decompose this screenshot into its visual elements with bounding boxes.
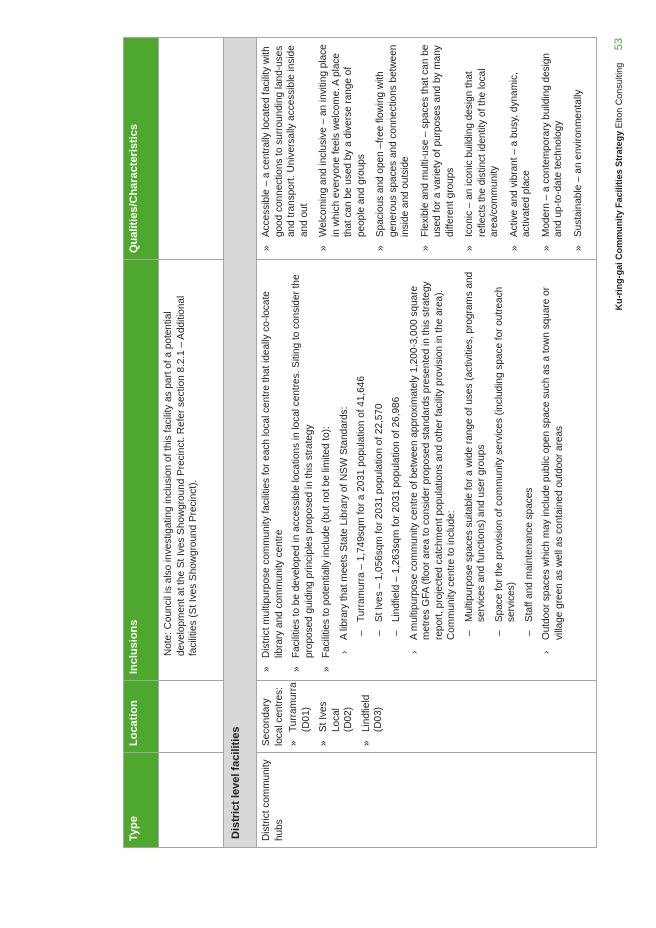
list-item (494, 266, 519, 640)
inclusion-text: Facilities to be developed in accessible locations in local centres. Siting to consider the proposed guiding principles proposed in this strategy (291, 274, 315, 658)
community-centre-item: Multipurpose spaces suitable for a wide range of uses (activities, programs and services and functions) and user groups (463, 271, 487, 622)
chevron-icon: » (360, 740, 372, 746)
inclusion-text: Facilities to potentially include (but not be limited to): (321, 426, 332, 658)
library-item: Lindfield – 1,263sqm for 2031 population of 26,986 (391, 396, 402, 622)
footer-document-title: Ku-ring-gai Community Facilities Strategy (614, 130, 624, 311)
list-item (524, 266, 537, 640)
table-row (257, 38, 597, 848)
quality-text: Welcoming and inclusive – an inviting place in which everyone feels welcome. A place that can be used by a diverse range of people and groups (318, 44, 367, 237)
header-location: Location (124, 681, 159, 753)
list-item (261, 266, 286, 674)
chevron-icon: » (419, 245, 431, 251)
chevron-icon: » (464, 245, 475, 251)
dash-icon: – (493, 630, 505, 636)
chevron-icon: » (540, 245, 552, 251)
community-centre-item: Staff and maintenance spaces (523, 487, 535, 622)
location-item (318, 687, 356, 746)
dash-icon: – (463, 630, 475, 636)
quality-text: Iconic – an iconic building design that reflects the distinct identity of the local area/community (464, 68, 500, 237)
library-text: A library that meets State Library of NSW Standards: (338, 406, 350, 640)
inclusions-list (261, 266, 566, 674)
qualities-cell (257, 38, 597, 260)
list-item (318, 44, 368, 253)
quality-text: Sustainable – an environmentally (572, 89, 584, 237)
chevron-icon: » (318, 245, 329, 251)
quality-text: Modern – a contemporary building design and up-to-date technology (540, 53, 564, 237)
footer-author: Elton Consulting (614, 62, 624, 129)
chevron-icon: » (375, 245, 386, 251)
note-location-cell (159, 681, 224, 753)
chevron-icon: » (288, 740, 299, 746)
list-item (409, 266, 537, 658)
location-list (288, 682, 386, 746)
library-item: Turramurra – 1,749sqm for a 2031 population of 41,646 (356, 376, 367, 622)
section-row (224, 38, 257, 848)
list-item (420, 44, 458, 253)
chevron-icon: » (572, 245, 584, 251)
arrow-icon: › (338, 650, 350, 654)
community-centre-item: Space for the provision of community services (including space for outreach services) (493, 286, 517, 622)
library-item: St Ives – 1,056sqm for 2031 population of 22,570 (373, 403, 385, 622)
note-inclusions-cell (159, 260, 224, 681)
chevron-icon: » (291, 666, 302, 672)
chevron-icon: » (318, 740, 329, 746)
rotated-page (123, 38, 625, 848)
qualities-list (261, 44, 585, 253)
outdoor-text: Outdoor spaces which may include public open space such as a town square or village green as well as contained outdoor areas (541, 287, 565, 640)
location-cell (257, 681, 597, 753)
page-number: 53 (613, 38, 625, 51)
chevron-icon: » (261, 245, 272, 251)
header-qualities: Qualities/Characteristics (124, 38, 159, 260)
facilities-table (123, 37, 597, 848)
list-item (339, 266, 404, 658)
chevron-icon: » (261, 666, 272, 672)
list-item (374, 266, 387, 640)
location-item (288, 682, 313, 746)
chevron-icon: » (508, 245, 520, 251)
quality-text: Flexible and multi-use – spaces that can be used for a variety of purposes and by many different groups (419, 44, 456, 237)
note-type-cell (159, 753, 224, 848)
list-item (356, 266, 369, 640)
location-label: St Ives Local (D02) (318, 701, 354, 732)
location-title: Secondary local centres: (261, 687, 285, 746)
list-item (375, 44, 413, 253)
list-item (464, 266, 489, 640)
type-cell (257, 753, 597, 848)
table-header-row (124, 38, 159, 848)
inclusion-text: District multipurpose community facilities for each local centre that ideally co-locate library and community centre (261, 291, 285, 658)
note-row (159, 38, 224, 848)
location-item (361, 687, 386, 746)
quality-text: Spacious and open –free flowing with generous spaces and connections between inside and outside (375, 44, 411, 237)
location-label: Turramurra (D01) (288, 682, 312, 732)
list-item (541, 266, 566, 658)
page-footer (613, 38, 625, 328)
list-item (541, 44, 566, 253)
header-inclusions: Inclusions (124, 260, 159, 681)
section-title: District level facilities (224, 38, 257, 848)
dash-icon: – (356, 630, 367, 636)
note-text: Note: Council is also investigating inclusion of this facility as part of a potential development at the St Ives Showground Precinct. Refer section 8.2.1 – Additional facilities (St Ives Showground Precinct). (163, 295, 199, 656)
list-item (321, 266, 566, 674)
library-list (356, 266, 404, 640)
arrow-icon: › (541, 650, 552, 654)
list-item (464, 44, 502, 253)
dash-icon: – (391, 630, 402, 636)
chevron-icon: » (321, 666, 332, 672)
inclusion-sublist (339, 266, 567, 658)
community-centre-list (464, 266, 537, 640)
list-item (509, 44, 534, 253)
quality-text: Active and vibrant – a busy, dynamic, activated place (508, 72, 532, 237)
dash-icon: – (523, 630, 535, 636)
list-item (573, 44, 586, 253)
arrow-icon: › (408, 650, 420, 654)
inclusions-cell (257, 260, 597, 681)
dash-icon: – (373, 630, 385, 636)
quality-text: Accessible – a centrally located facility with good connections to surrounding land-uses and transport. Universally accessible inside and out (261, 45, 310, 237)
list-item (261, 44, 311, 253)
type-text: District community hubs (261, 759, 285, 841)
list-item (291, 266, 316, 674)
header-type: Type (124, 753, 159, 848)
community-centre-text: A multipurpose community centre of between approximately 1,200-3,000 square metres GFA (floor area to consider proposed standards presented in this strategy report, projected catchment populations and other facility provision in the area). Community centre to include: (408, 281, 457, 640)
note-qualities-cell (159, 38, 224, 260)
location-label: Lindfield (D03) (360, 694, 384, 732)
list-item (391, 266, 404, 640)
